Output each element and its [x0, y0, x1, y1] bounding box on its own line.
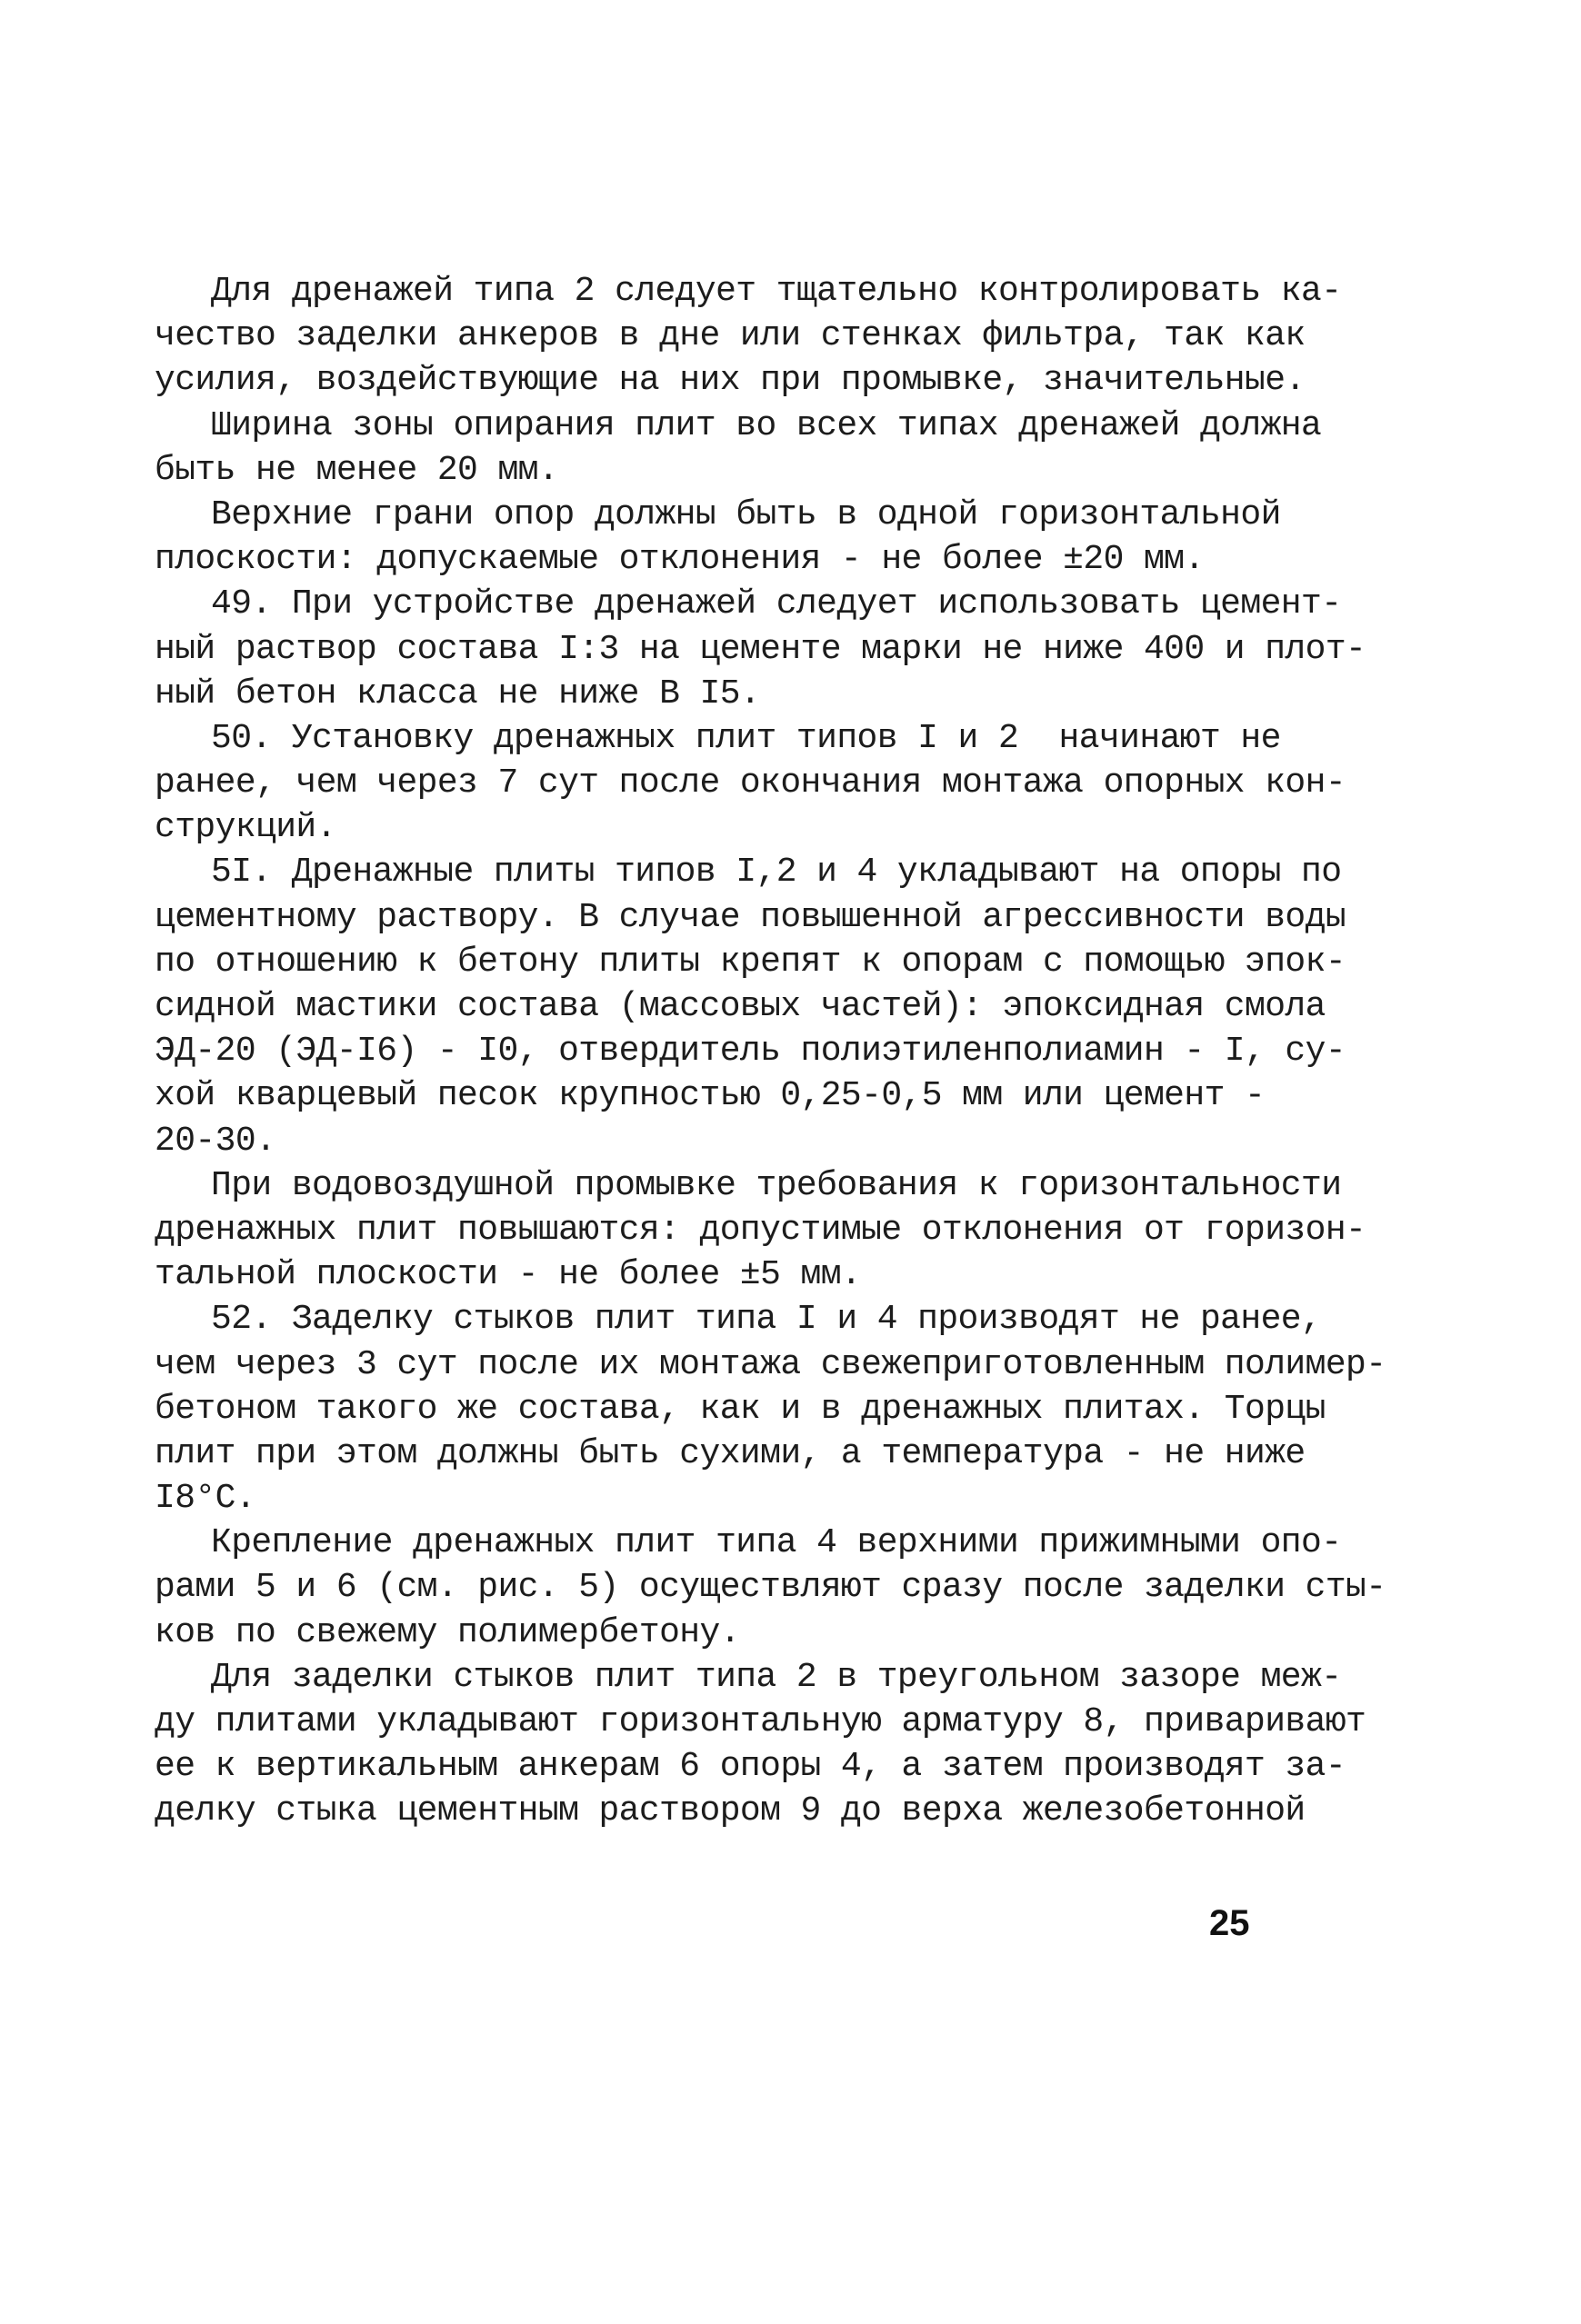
text-line: ЭД-20 (ЭД-I6) - I0, отвердитель полиэтиленполиамин - I, су- [155, 1032, 1346, 1072]
text-line: ный раствор состава I:3 на цементе марки не ниже 400 и плот- [155, 629, 1366, 669]
text-line: усилия, воздействующие на них при промывке, значительные. [155, 361, 1306, 401]
text-line: бетоном такого же состава, как и в дренажных плитах. Торцы [155, 1389, 1326, 1429]
text-line: ду плитами укладывают горизонтальную арматуру 8, приваривают [155, 1702, 1366, 1741]
text-line: цементному раствору. В случае повышенной агрессивности воды [155, 897, 1346, 937]
text-line: тальной плоскости - не более ±5 мм. [155, 1255, 862, 1295]
text-line: дренажных плит повышаются: допустимые отклонения от горизон- [155, 1210, 1366, 1250]
text-line: ный бетон класса не ниже В I5. [155, 673, 761, 713]
text-line: Для дренажей типа 2 следует тщательно контролировать ка- [211, 272, 1342, 311]
text-line: чество заделки анкеров в дне или стенках фильтра, так как [155, 316, 1306, 356]
text-line: по отношению к бетону плиты крепят к опорам с помощью эпок- [155, 942, 1346, 982]
text-line: 20-30. [155, 1121, 276, 1161]
text-line: При водовоздушной промывке требования к горизонтальности [211, 1165, 1342, 1205]
text-line: Крепление дренажных плит типа 4 верхними прижимными опо- [211, 1523, 1342, 1563]
text-line: ранее, чем через 7 сут после окончания монтажа опорных кон- [155, 763, 1346, 803]
text-line: быть не менее 20 мм. [155, 450, 559, 490]
text-line: чем через 3 сут после их монтажа свежеприготовленным полимер- [155, 1344, 1386, 1384]
text-line: 52. Заделку стыков плит типа I и 4 производят не ранее, [211, 1300, 1322, 1340]
text-line: Ширина зоны опирания плит во всех типах дренажей должна [211, 405, 1322, 445]
text-line: рами 5 и 6 (см. рис. 5) осуществляют сразу после заделки сты- [155, 1568, 1386, 1608]
text-line: плоскости: допускаемые отклонения - не более ±20 мм. [155, 540, 1205, 580]
text-line: ее к вертикальным анкерам 6 опоры 4, а затем производят за- [155, 1747, 1346, 1787]
text-line: струкций. [155, 808, 336, 848]
text-line: 50. Установку дренажных плит типов I и 2 начинают не [211, 718, 1281, 758]
text-line: I8°С. [155, 1479, 256, 1519]
text-line: Для заделки стыков плит типа 2 в треугольном зазоре меж- [211, 1657, 1342, 1697]
text-line: Верхние грани опор должны быть в одной горизонтальной [211, 494, 1281, 534]
page-number: 25 [1209, 1903, 1250, 1943]
text-line: хой кварцевый песок крупностью 0,25-0,5 мм или цемент - [155, 1076, 1266, 1116]
body-text [155, 269, 1386, 1834]
text-line: сидной мастики состава (массовых частей): эпоксидная смола [155, 987, 1326, 1026]
text-line: 5I. Дренажные плиты типов I,2 и 4 укладывают на опоры по [211, 853, 1342, 893]
text-line: делку стыка цементным раствором 9 до верха железобетонной [155, 1791, 1306, 1831]
text-line: ков по свежему полимербетону. [155, 1612, 740, 1652]
text-line: плит при этом должны быть сухими, а температура - не ниже [155, 1433, 1306, 1473]
text-line: 49. При устройстве дренажей следует использовать цемент- [211, 584, 1342, 624]
